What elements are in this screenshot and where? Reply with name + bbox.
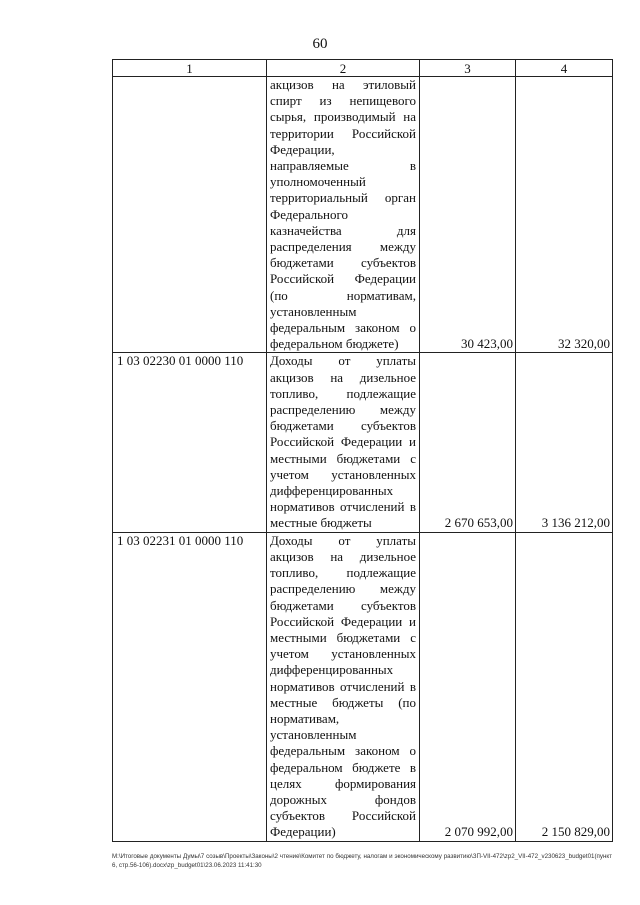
row-description: Доходы от уплаты акцизов на дизельное топливо, подлежащие распределению между бюджетами субъектов Российской Федерации и местными бюджетами с учетом установленных дифференцированных нормативов отчислений в местные бюджеты (по нормативам, установленным федеральным законом о федеральном бюджете в целях формирования дорожных фондов субъектов Российской Федерации)	[267, 532, 420, 841]
row-value-col3: 30 423,00	[420, 77, 516, 353]
page-number: 60	[312, 36, 328, 52]
budget-table	[112, 59, 613, 842]
row-value-col4: 2 150 829,00	[516, 532, 613, 841]
table-header-row	[113, 60, 613, 77]
table-row	[113, 353, 613, 532]
row-value-col3: 2 070 992,00	[420, 532, 516, 841]
file-path-footer: M:\Итоговые документы Думы\7 созыв\Проекты\Законы\2 чтение\Комитет по бюджету, налогам и экономическому развитию\ЗП-VII-472\zp2_VII-472_v230623_budget01(пункт 6, стр.56-106).docx\zp_budget01\23.06.2023 11:41:30	[112, 853, 612, 869]
row-value-col4: 3 136 212,00	[516, 353, 613, 532]
column-header-2: 2	[267, 60, 420, 77]
row-value-col3: 2 670 653,00	[420, 353, 516, 532]
column-header-4: 4	[516, 60, 613, 77]
row-code: 1 03 02230 01 0000 110	[113, 353, 267, 532]
row-description: Доходы от уплаты акцизов на дизельное топливо, подлежащие распределению между бюджетами субъектов Российской Федерации и местными бюджетами с учетом установленных дифференцированных нормативов отчислений в местные бюджеты	[267, 353, 420, 532]
row-code	[113, 77, 267, 353]
table-row	[113, 77, 613, 353]
column-header-1: 1	[113, 60, 267, 77]
table-row	[113, 532, 613, 841]
row-code: 1 03 02231 01 0000 110	[113, 532, 267, 841]
column-header-3: 3	[420, 60, 516, 77]
row-value-col4: 32 320,00	[516, 77, 613, 353]
row-description: акцизов на этиловый спирт из непищевого сырья, производимый на территории Российской Федерации, направляемые в уполномоченный территориальный орган Федерального казначейства для распределения между бюджетами субъектов Российской Федерации (по нормативам, установленным федеральным законом о федеральном бюджете)	[267, 77, 420, 353]
